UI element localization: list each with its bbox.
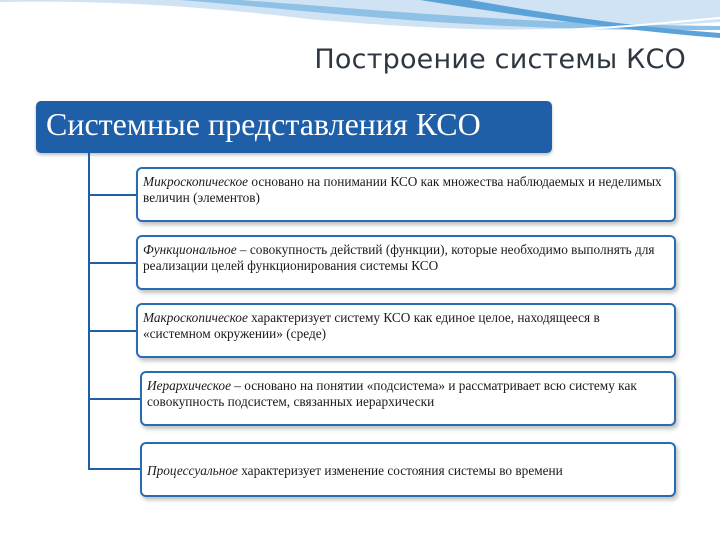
- item-text: – совокупность действий (функции), которые необходимо выполнять для реализации целей функционирования системы КСО: [143, 242, 655, 273]
- tree-branch-2: [88, 262, 136, 264]
- item-hierarchical: [140, 371, 676, 426]
- item-text: характеризует изменение состояния системы во времени: [237, 463, 563, 478]
- tree-branch-4: [88, 398, 140, 400]
- item-microscopic: [136, 167, 676, 222]
- slide-title: Построение системы КСО: [314, 44, 686, 75]
- item-text: характеризует систему КСО как единое целое, находящееся в «системном окружении» (среде): [143, 310, 600, 341]
- item-macroscopic: [136, 303, 676, 358]
- header-label: Системные представления КСО: [46, 106, 481, 142]
- tree-trunk: [88, 153, 90, 470]
- tree-branch-3: [88, 330, 136, 332]
- item-processual: [140, 442, 676, 497]
- tree-branch-5: [88, 468, 140, 470]
- item-term: Функциональное: [143, 242, 237, 257]
- tree-branch-1: [88, 194, 136, 196]
- header-box: [36, 101, 552, 153]
- item-text: – основано на понятии «подсистема» и рассматривает всю систему как совокупность подсистем, связанных иерархически: [147, 378, 637, 409]
- item-term: Процессуальное: [147, 463, 238, 478]
- item-term: Макроскопическое: [143, 310, 248, 325]
- item-term: Иерархическое: [147, 378, 231, 393]
- item-text: основано на понимании КСО как множества наблюдаемых и неделимых величин (элементов): [143, 174, 662, 205]
- item-term: Микроскопическое: [143, 174, 249, 189]
- item-functional: [136, 235, 676, 290]
